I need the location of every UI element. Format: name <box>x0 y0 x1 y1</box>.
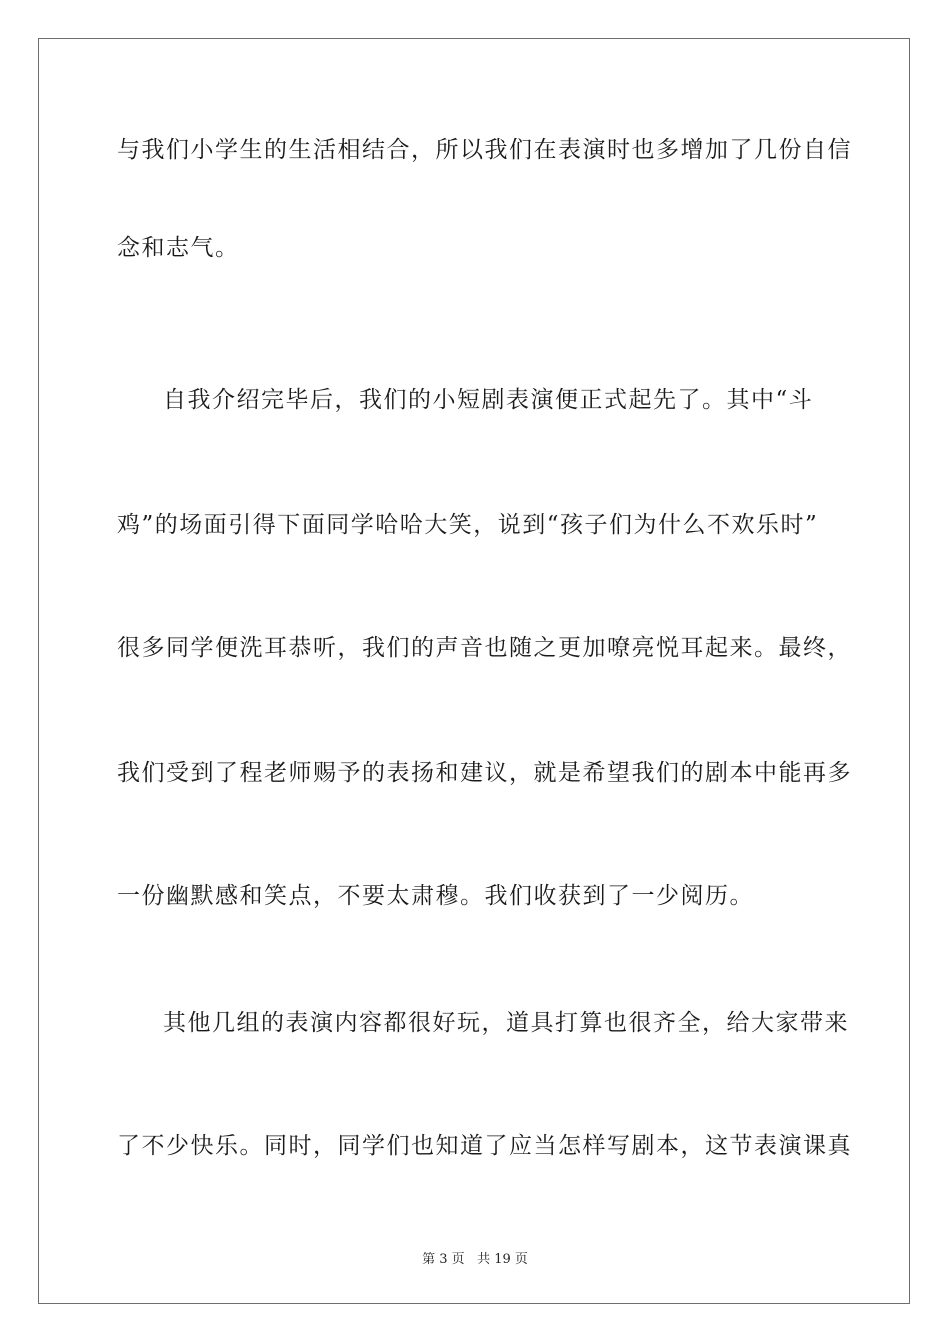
page-total: 共 19 页 <box>477 1252 528 1267</box>
paragraph-first-line: 其他几组的表演内容都很好玩，道具打算也很齐全，给大家带来 <box>163 1010 849 1036</box>
body-text-line: 我们受到了程老师赐予的表扬和建议，就是希望我们的剧本中能再多 <box>117 760 852 786</box>
body-text-line: 了不少快乐。同时，同学们也知道了应当怎样写剧本，这节表演课真 <box>117 1133 852 1159</box>
page-border <box>38 38 910 1304</box>
body-text-line: 念和志气。 <box>117 235 240 261</box>
paragraph-first-line: 自我介绍完毕后，我们的小短剧表演便正式起先了。其中“斗 <box>163 387 814 413</box>
page-number: 第 3 页 <box>422 1252 465 1267</box>
body-text-line: 很多同学便洗耳恭听，我们的声音也随之更加嘹亮悦耳起来。最终， <box>117 635 852 661</box>
body-text-line: 鸡”的场面引得下面同学哈哈大笑，说到“孩子们为什么不欢乐时” <box>117 512 819 538</box>
page-footer <box>0 1248 950 1267</box>
body-text-line: 与我们小学生的生活相结合，所以我们在表演时也多增加了几份自信 <box>117 137 852 163</box>
body-text-line: 一份幽默感和笑点，不要太肃穆。我们收获到了一少阅历。 <box>117 883 754 909</box>
